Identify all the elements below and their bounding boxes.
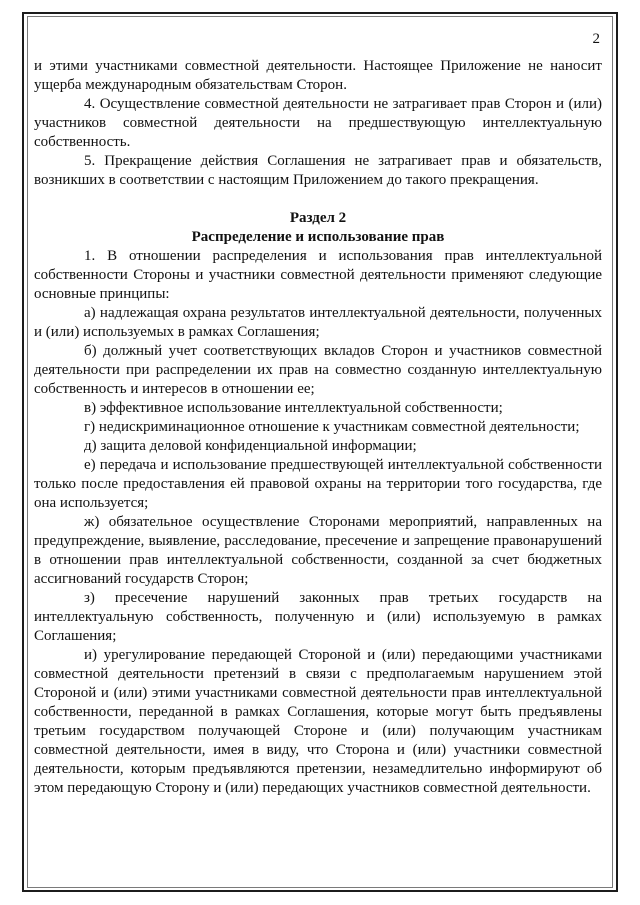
section-title: Распределение и использование прав bbox=[191, 229, 445, 245]
principle-z: з) пресечение нарушений законных прав третьих государств на интеллектуальную собственность, полученную и (или) используемую в рамках Соглашения; bbox=[34, 590, 602, 644]
section-intro: 1. В отношении распределения и использования прав интеллектуальной собственности Стороны и участники совместной деятельности применяют следующие основные принципы: bbox=[34, 248, 602, 302]
principle-b: б) должный учет соответствующих вкладов Сторон и участников совместной деятельности при распределении их прав на совместно созданную интеллектуальную собственность и интересов в отношении ее; bbox=[34, 343, 602, 397]
principle-g: г) недискриминационное отношение к участникам совместной деятельности; bbox=[84, 419, 580, 435]
paragraph-4: 4. Осуществление совместной деятельности не затрагивает прав Сторон и (или) участников совместной деятельности на предшествующую интеллектуальную собственность. bbox=[34, 96, 602, 150]
section-heading: Раздел 2 bbox=[289, 210, 347, 226]
principle-d: д) защита деловой конфиденциальной информации; bbox=[84, 438, 417, 454]
principle-e: е) передача и использование предшествующей интеллектуальной собственности только после предоставления ей правовой охраны на территории того государства, где она используется; bbox=[34, 457, 602, 511]
document-page bbox=[34, 30, 602, 798]
paragraph-5: 5. Прекращение действия Соглашения не затрагивает прав и обязательств, возникших в соответствии с настоящим Приложением до такого прекращения. bbox=[34, 153, 602, 188]
principle-a: а) надлежащая охрана результатов интеллектуальной деятельности, полученных и (или) используемых в рамках Соглашения; bbox=[34, 305, 602, 340]
paragraph-continuation: и этими участниками совместной деятельности. Настоящее Приложение не наносит ущерба международным обязательствам Сторон. bbox=[34, 58, 602, 93]
principle-zh: ж) обязательное осуществление Сторонами мероприятий, направленных на предупреждение, выявление, расследование, пресечение и запрещение правонарушений в отношении прав интеллектуальной собственности, созданной за счет бюджетных ассигнований государств Сторон; bbox=[34, 514, 602, 587]
page-number: 2 bbox=[592, 31, 600, 47]
principle-v: в) эффективное использование интеллектуальной собственности; bbox=[84, 400, 503, 416]
principle-i: и) урегулирование передающей Стороной и (или) передающими участниками совместной деятельности претензий в связи с предполагаемым нарушением этой Стороной и (или) этими участниками совместной деятельности прав интеллектуальной собственности, переданной в рамках Соглашения, которые могут быть предъявлены третьим государством получающей Стороне и (или) получающим участникам совместной деятельности, имея в виду, что Сторона и (или) участники совместной деятельности, которым предъявляются претензии, незамедлительно информируют об этом передающую Сторону и (или) передающих участников совместной деятельности. bbox=[34, 647, 602, 796]
spacer bbox=[34, 190, 602, 209]
